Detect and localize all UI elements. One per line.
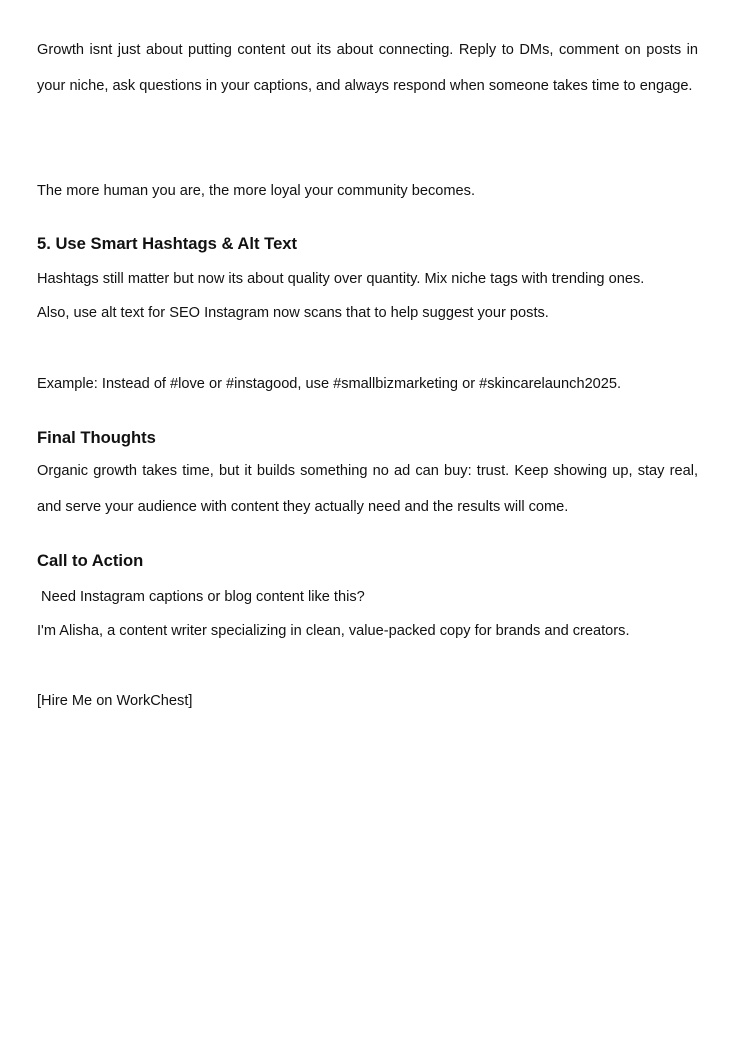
paragraph-cta-question: Need Instagram captions or blog content like this?	[37, 589, 365, 605]
paragraph-example: Example: Instead of #love or #instagood, use #smallbizmarketing or #skincarelaunch2025.	[37, 376, 622, 392]
paragraph-connecting: Growth isnt just about putting content out its about connecting. Reply to DMs, comment on posts in your niche, ask questions in your captions, and always respond when someone takes time to engage.	[37, 42, 698, 94]
paragraph-hashtags-line2: Also, use alt text for SEO Instagram now scans that to help suggest your posts.	[37, 305, 549, 321]
heading-call-to-action: Call to Action	[37, 551, 144, 570]
paragraph-human: The more human you are, the more loyal your community becomes.	[37, 183, 476, 199]
heading-final-thoughts: Final Thoughts	[37, 428, 156, 447]
heading-hashtags: 5. Use Smart Hashtags & Alt Text	[37, 234, 298, 253]
paragraph-final: Organic growth takes time, but it builds something no ad can buy: trust. Keep showing up, stay real, and serve your audience with content they actually need and the results will come.	[37, 463, 698, 515]
paragraph-hashtags-line1: Hashtags still matter but now its about quality over quantity. Mix niche tags with trending ones.	[37, 271, 645, 287]
paragraph-cta-intro: I'm Alisha, a content writer specializing in clean, value-packed copy for brands and creators.	[37, 623, 630, 639]
hire-me-link[interactable]: [Hire Me on WorkChest]	[37, 693, 193, 709]
